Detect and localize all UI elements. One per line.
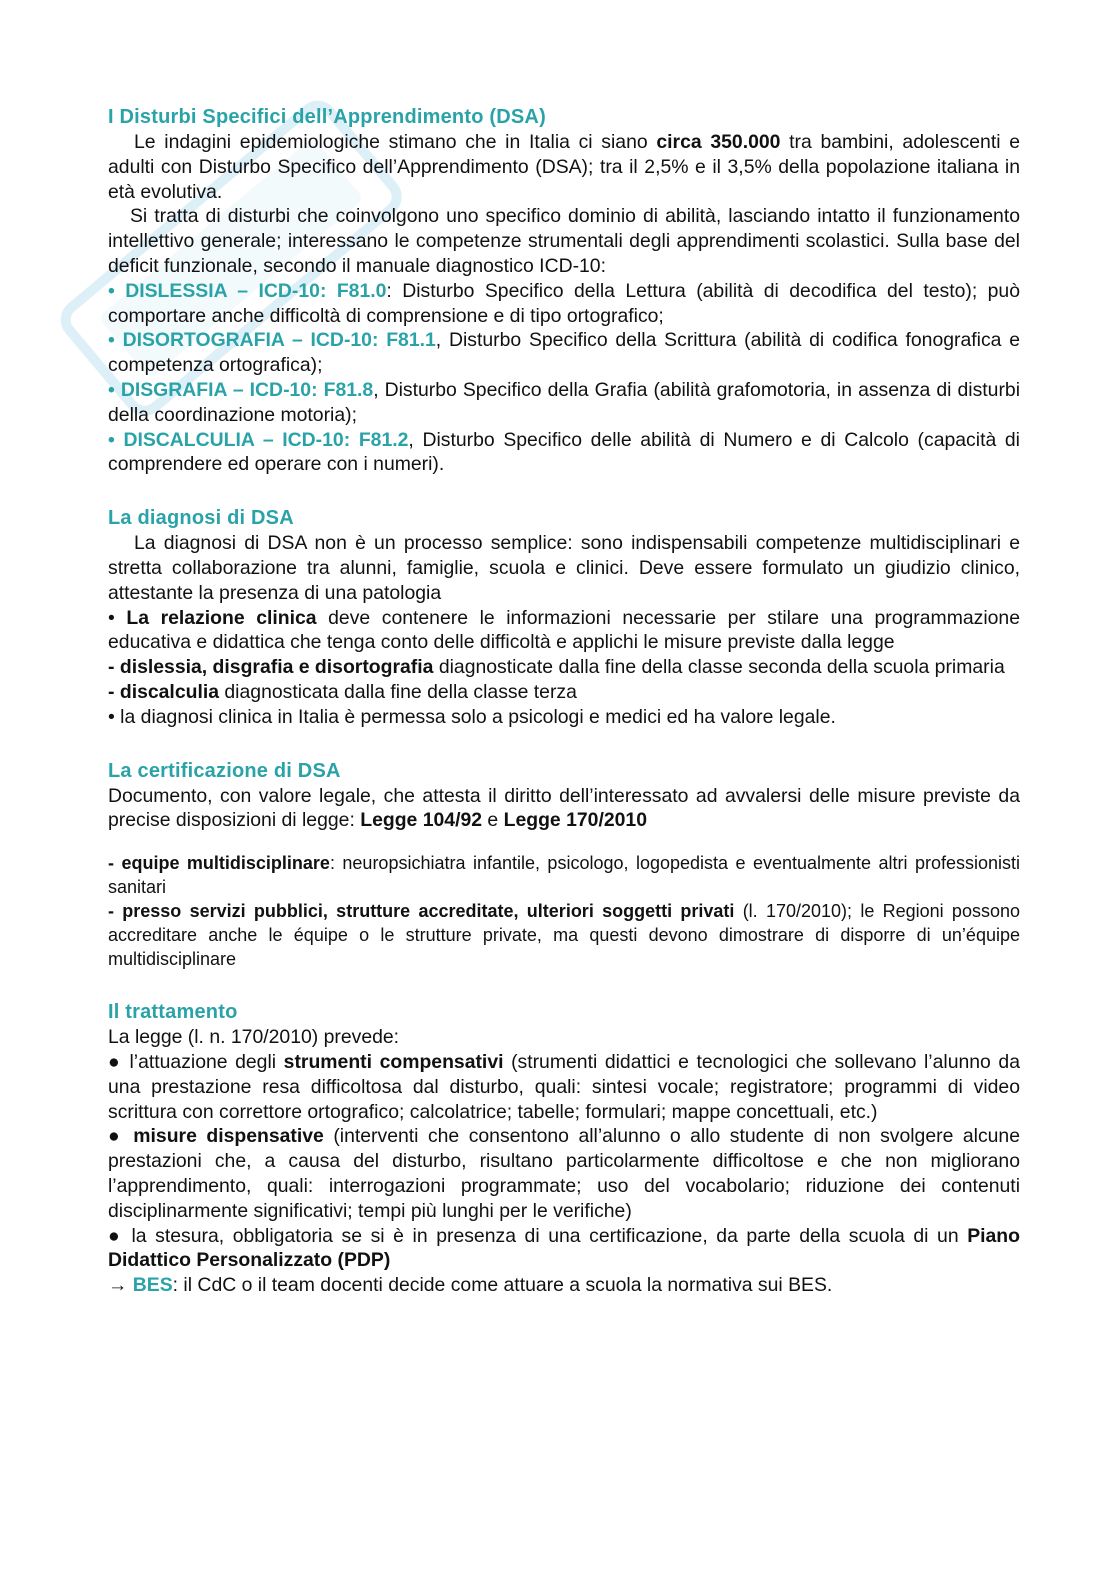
page-title: I Disturbi Specifici dell’Apprendimento (DSA) xyxy=(108,106,546,128)
diagnosi-bullet-relazione: • La relazione clinica deve contenere le informazioni necessarie per stilare una programmazione educativa e didattica che tenga conto delle difficoltà e applichi le misure previste dalla legge xyxy=(108,606,1020,654)
section-heading-certificazione: La certificazione di DSA xyxy=(108,759,341,782)
diagnosi-bullet-legale: • la diagnosi clinica in Italia è permessa solo a psicologi e medici ed ha valore legale. xyxy=(108,705,836,728)
section-heading-trattamento: Il trattamento xyxy=(108,1001,238,1024)
trattamento-bullet-bes: → BES: il CdC o il team docenti decide come attuare a scuola la normativa sui BES. xyxy=(108,1274,833,1297)
list-item-dislessia: • DISLESSIA – ICD-10: F81.0: Disturbo Specifico della Lettura (abilità di decodifica del testo); può comportare anche difficoltà di comprensione e di tipo ortografico; xyxy=(108,279,1020,327)
certificazione-bullet-servizi: - presso servizi pubblici, strutture accreditate, ulteriori soggetti privati (l. 170/2010); le Regioni possono accreditare anche le équipe o le strutture private, ma questi devono dimostrare di disporre di un’équipe multidisciplinare xyxy=(108,901,1020,970)
diagnosi-bullet-discalculia: - discalculia diagnosticata dalla fine della classe terza xyxy=(108,680,577,703)
list-item-disgrafia: • DISGRAFIA – ICD-10: F81.8, Disturbo Specifico della Grafia (abilità grafomotoria, in assenza di disturbi della coordinazione motoria); xyxy=(108,378,1020,426)
trattamento-bullet-compensativi: ● l’attuazione degli strumenti compensativi (strumenti didattici e tecnologici che sollevano l’alunno da una prestazione resa difficoltosa dal disturbo, quali: sintesi vocale; registratore; programmi di video scrittura con correttore ortografico; calcolatrice; tabelle; formulari; mappe concettuali, etc.) xyxy=(108,1050,1020,1123)
list-item-disortografia: • DISORTOGRAFIA – ICD-10: F81.1, Disturbo Specifico della Scrittura (abilità di codifica fonografica e competenza ortografica); xyxy=(108,329,1021,377)
diagnosi-bullet-dislessia: - dislessia, disgrafia e disortografia diagnosticate dalla fine della classe seconda della scuola primaria xyxy=(108,656,1005,679)
trattamento-intro: La legge (l. n. 170/2010) prevede: xyxy=(108,1026,400,1049)
diagnosi-paragraph: La diagnosi di DSA non è un processo semplice: sono indispensabili competenze multidisciplinari e stretta collaborazione tra alunni, famiglie, scuola e clinici. Deve essere formulato un giudizio clinico, attestante la presenza di una patologia xyxy=(108,532,1020,604)
intro-paragraph-1: Le indagini epidemiologiche stimano che in Italia ci siano circa 350.000 tra bambini, adolescenti e adulti con Disturbo Specifico dell’Apprendimento (DSA); tra il 2,5% e il 3,5% della popolazione italiana in età evolutiva. xyxy=(108,131,1021,203)
certificazione-bullet-equipe: - equipe multidisciplinare: neuropsichiatra infantile, psicologo, logopedista e eventualmente altri professionisti sanitari xyxy=(108,853,1020,898)
trattamento-bullet-pdp: ● la stesura, obbligatoria se si è in presenza di una certificazione, da parte della scuola di un Piano Didattico Personalizzato (PDP) xyxy=(108,1224,1020,1272)
list-item-discalculia: • DISCALCULIA – ICD-10: F81.2, Disturbo Specifico delle abilità di Numero e di Calcolo (capacità di comprendere ed operare con i numeri). xyxy=(108,428,1020,476)
certificazione-paragraph: Documento, con valore legale, che attesta il diritto dell’interessato ad avvalersi delle misure previste da precise disposizioni di legge: Legge 104/92 e Legge 170/2010 xyxy=(108,784,1020,832)
document-page xyxy=(108,104,1020,1298)
intro-paragraph-2: Si tratta di disturbi che coinvolgono uno specifico dominio di abilità, lasciando intatto il funzionamento intellettivo generale; interessano le competenze strumentali degli apprendimenti scolastici. Sulla base del deficit funzionale, secondo il manuale diagnostico ICD-10: xyxy=(108,205,1020,277)
section-heading-diagnosi: La diagnosi di DSA xyxy=(108,507,294,530)
trattamento-bullet-dispensative: ● misure dispensative (interventi che consentono all’alunno o allo studente di non svolgere alcune prestazioni che, a causa del disturbo, risultano particolarmente difficoltose e che non migliorano l’apprendimento, quali: interrogazioni programmate; uso del vocabolario; riduzione dei contenuti disciplinarmente significativi; tempi più lunghi per le verifiche) xyxy=(108,1125,1020,1222)
